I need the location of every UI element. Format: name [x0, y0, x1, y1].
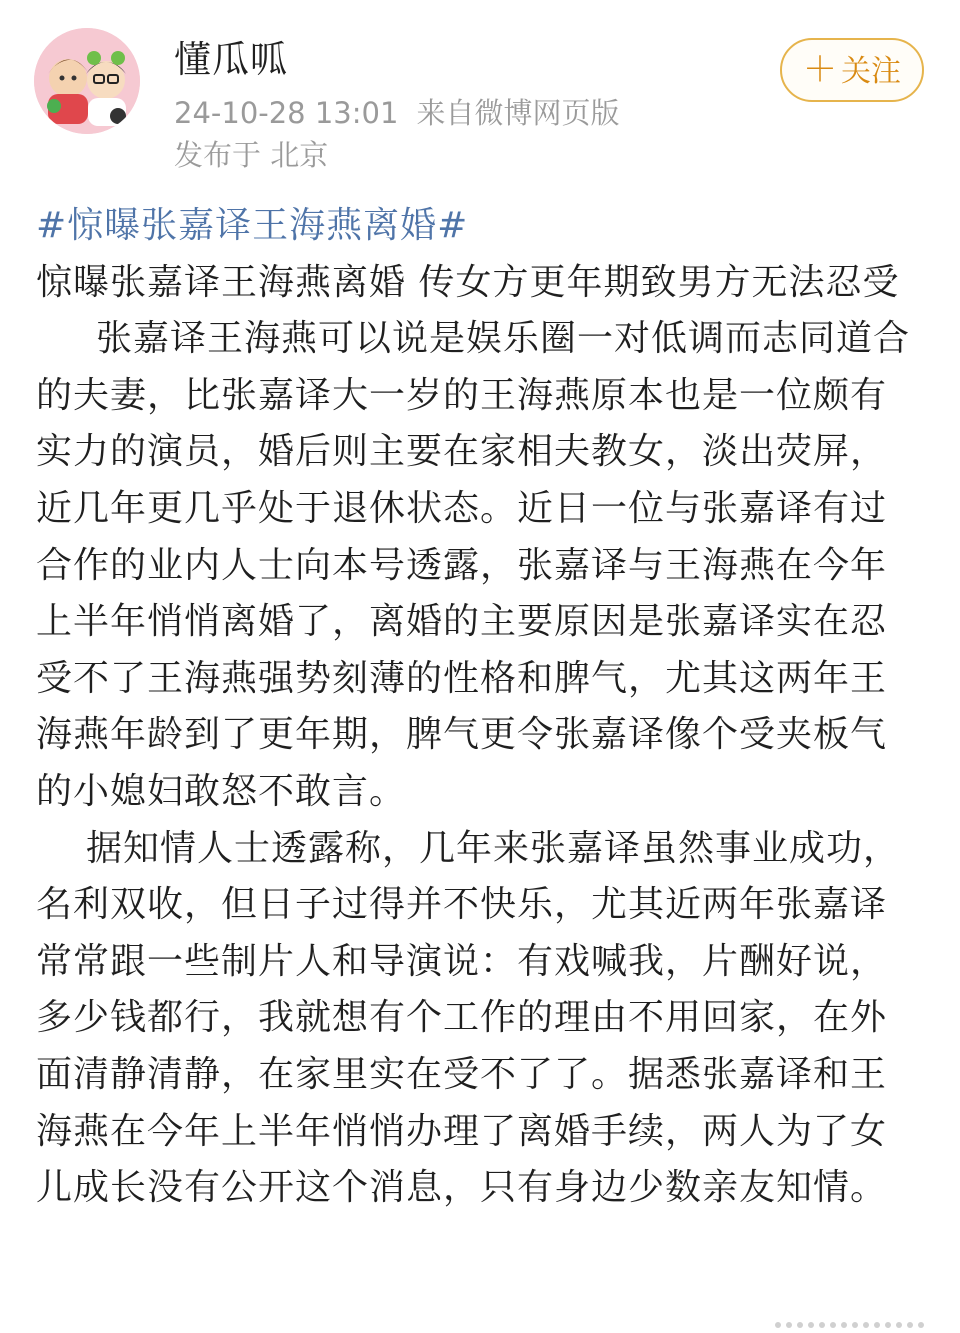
author-name[interactable]: 懂瓜呱	[174, 38, 288, 81]
post-meta	[174, 95, 619, 131]
post-body	[36, 198, 920, 1217]
post-location: 发布于 北京	[174, 138, 329, 172]
post-paragraph-2: 据知情人士透露称，几年来张嘉译虽然事业成功，名利双收，但日子过得并不快乐，尤其近两年张嘉译常常跟一些制片人和导演说：有戏喊我，片酬好说，多少钱都行，我就想有个工作的理由不用回家，在外面清静清静，在家里实在受不了了。据悉张嘉译和王海燕在今年上半年悄悄办理了离婚手续，两人为了女儿成长没有公开这个消息，只有身边少数亲友知情。	[36, 827, 901, 1209]
follow-label: 关注	[841, 54, 901, 89]
post-header	[0, 0, 960, 190]
post-source[interactable]: 来自微博网页版	[416, 96, 620, 130]
cartoon-couple-avatar-icon[interactable]	[34, 28, 140, 134]
plus-icon: ＋	[803, 50, 837, 90]
follow-button[interactable]	[780, 38, 924, 102]
post-paragraph-1: 张嘉译王海燕可以说是娱乐圈一对低调而志同道合的夫妻，比张嘉译大一岁的王海燕原本也是一位颇有实力的演员，婚后则主要在家相夫教女，淡出荧屏，近几年更几乎处于退休状态。近日一位与张嘉译有过合作的业内人士向本号透露，张嘉译与王海燕在今年上半年悄悄离婚了，离婚的主要原因是张嘉译实在忍受不了王海燕强势刻薄的性格和脾气，尤其这两年王海燕年龄到了更年期，脾气更令张嘉译像个受夹板气的小媳妇敢怒不敢言。	[36, 318, 911, 812]
dotted-watermark	[770, 1313, 950, 1327]
post-headline: 惊曝张嘉译王海燕离婚 传女方更年期致男方无法忍受	[36, 261, 900, 303]
post-time: 24-10-28 13:01	[174, 96, 399, 130]
hashtag-link[interactable]: #惊曝张嘉译王海燕离婚#	[36, 205, 469, 246]
avatar-image	[34, 28, 140, 134]
